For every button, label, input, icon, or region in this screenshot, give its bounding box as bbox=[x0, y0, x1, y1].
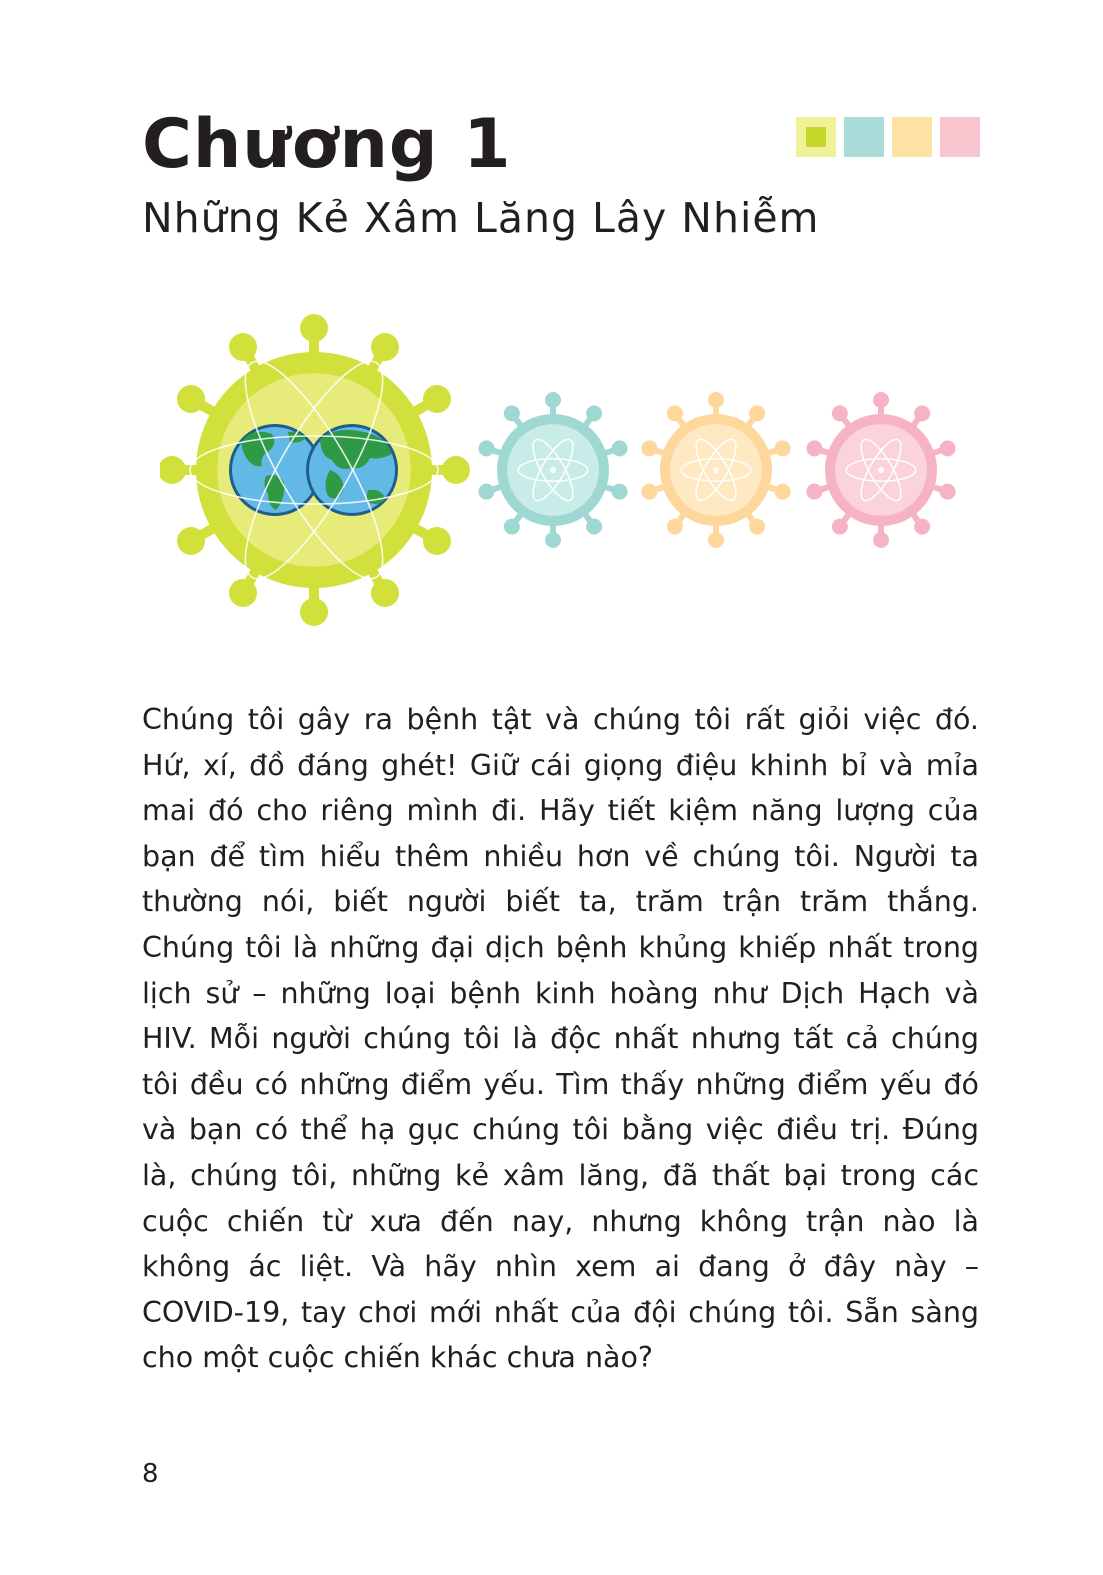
virus-spike-knob bbox=[914, 519, 930, 535]
virus-spike-knob bbox=[160, 456, 186, 484]
virus-spike-knob bbox=[229, 579, 257, 607]
virus-spike-knob bbox=[914, 405, 930, 421]
chapter-title: Chương 1 bbox=[142, 105, 512, 184]
swatch-lime bbox=[796, 117, 836, 157]
virus-illustration bbox=[160, 310, 960, 630]
virus-spike-knob bbox=[749, 519, 765, 535]
virus-spike-knob bbox=[177, 527, 205, 555]
virus-spike-knob bbox=[586, 519, 602, 535]
virus-spike-knob bbox=[667, 519, 683, 535]
virus-spike-knob bbox=[504, 519, 520, 535]
virus-spike-knob bbox=[423, 527, 451, 555]
virus-spike-knob bbox=[300, 598, 328, 626]
virus-spike-knob bbox=[873, 532, 889, 548]
virus-spike-knob bbox=[612, 440, 628, 456]
atom-nucleus bbox=[713, 467, 719, 473]
virus-teal-icon bbox=[478, 392, 627, 548]
virus-pink-icon bbox=[806, 392, 955, 548]
virus-spike-knob bbox=[545, 532, 561, 548]
body-paragraph: Chúng tôi gây ra bệnh tật và chúng tôi rất giỏi việc đó. Hứ, xí, đồ đáng ghét! Giữ cái giọng điệu khinh bỉ và mỉa mai đó cho riêng mình đi. Hãy tiết kiệm năng lượng của bạn để tìm hiểu thêm nhiều hơn về chúng tôi. Người ta thường nói, biết người biết ta, trăm trận trăm thắng. Chúng tôi là những đại dịch bệnh khủng khiếp nhất trong lịch sử – những loại bệnh kinh hoàng như Dịch Hạch và HIV. Mỗi người chúng tôi là độc nhất nhưng tất cả chúng tôi đều có những điểm yếu. Tìm thấy những điểm yếu đó và bạn có thể hạ gục chúng tôi bằng việc điều trị. Đúng là, chúng tôi, những kẻ xâm lăng, đã thất bại trong các cuộc chiến từ xưa đến nay, nhưng không trận nào là không ác liệt. Và hãy nhìn xem ai đang ở đây này – COVID-19, tay chơi mới nhất của đội chúng tôi. Sẵn sàng cho một cuộc chiến khác chưa nào? bbox=[142, 703, 979, 1375]
virus-yellow-icon bbox=[641, 392, 790, 548]
virus-spike-knob bbox=[667, 405, 683, 421]
virus-spike-knob bbox=[832, 519, 848, 535]
swatch-lime-marker bbox=[806, 127, 826, 147]
virus-spike-knob bbox=[545, 392, 561, 408]
swatch-yellow bbox=[892, 117, 932, 157]
page-number: 8 bbox=[142, 1459, 159, 1489]
virus-spike-knob bbox=[806, 484, 822, 500]
virus-spike-knob bbox=[442, 456, 470, 484]
virus-spike-knob bbox=[749, 405, 765, 421]
virus-spike-knob bbox=[708, 392, 724, 408]
virus-spike-knob bbox=[806, 440, 822, 456]
virus-spike-knob bbox=[775, 484, 791, 500]
virus-spike-knob bbox=[177, 385, 205, 413]
virus-spike-knob bbox=[775, 440, 791, 456]
virus-spike-knob bbox=[612, 484, 628, 500]
atom-nucleus bbox=[550, 467, 556, 473]
color-swatches bbox=[796, 117, 980, 157]
virus-spike-knob bbox=[504, 405, 520, 421]
virus-spike-knob bbox=[708, 532, 724, 548]
virus-spike-knob bbox=[300, 314, 328, 342]
swatch-pink bbox=[940, 117, 980, 157]
virus-spike-knob bbox=[229, 333, 257, 361]
virus-spike-knob bbox=[371, 579, 399, 607]
virus-spike-knob bbox=[641, 484, 657, 500]
virus-spike-knob bbox=[423, 385, 451, 413]
virus-spike-knob bbox=[641, 440, 657, 456]
atom-nucleus bbox=[878, 467, 884, 473]
virus-spike-knob bbox=[873, 392, 889, 408]
virus-spike-knob bbox=[832, 405, 848, 421]
chapter-subtitle: Những Kẻ Xâm Lăng Lây Nhiễm bbox=[142, 194, 820, 242]
virus-spike-knob bbox=[478, 484, 494, 500]
virus-spike-knob bbox=[478, 440, 494, 456]
virus-spike-knob bbox=[940, 440, 956, 456]
virus-spike-knob bbox=[586, 405, 602, 421]
swatch-teal bbox=[844, 117, 884, 157]
virus-spike-knob bbox=[371, 333, 399, 361]
virus-spike-knob bbox=[940, 484, 956, 500]
